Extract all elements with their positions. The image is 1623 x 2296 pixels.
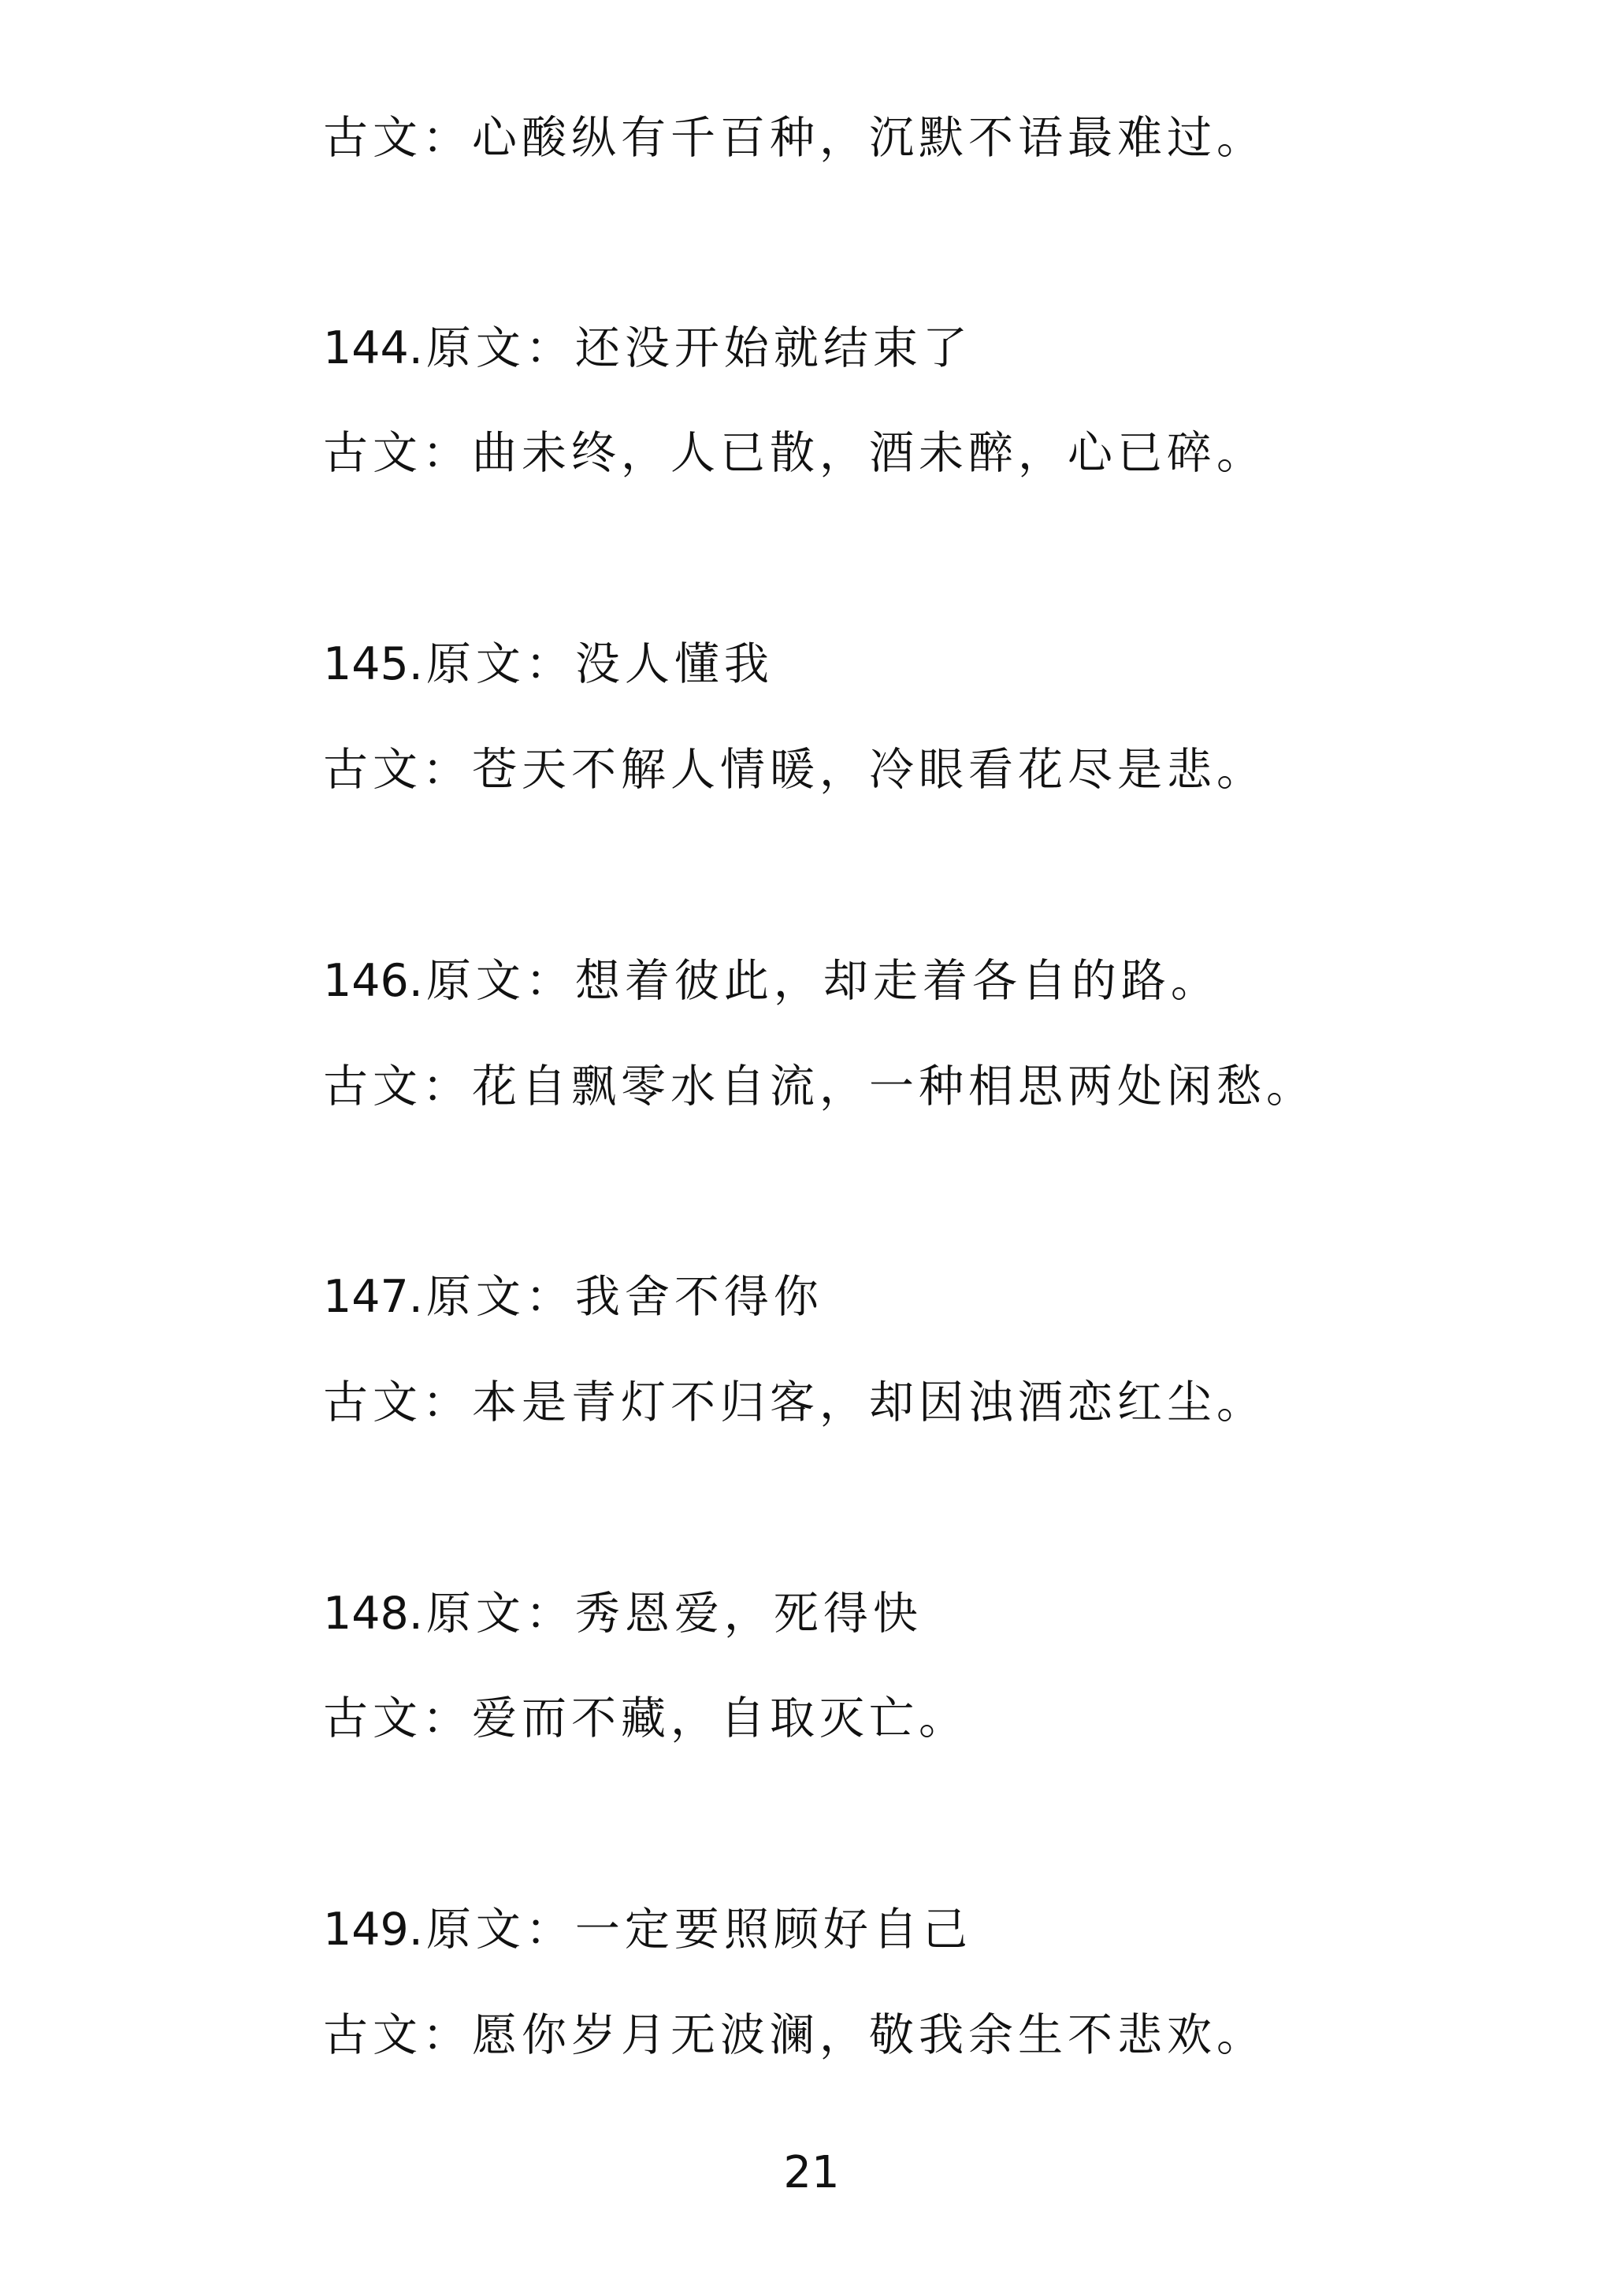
entry-145-classical: 古文：苍天不解人情暖，冷眼看花尽是悲。	[323, 744, 1266, 796]
entry-number: 148.	[323, 1588, 423, 1640]
entry-148-classical: 古文：爱而不藏，自取灭亡。	[323, 1692, 968, 1744]
entry-143-classical: 古文：心酸纵有千百种，沉默不语最难过。	[323, 112, 1266, 164]
original-text: 原文：没人懂我	[425, 638, 774, 690]
page-number: 21	[783, 2147, 840, 2198]
original-text: 原文：我舍不得你	[425, 1271, 823, 1323]
entry-number: 146.	[323, 955, 423, 1007]
original-text: 原文：一定要照顾好自己	[425, 1904, 972, 1956]
entry-145-original	[323, 633, 774, 696]
entry-146-original	[323, 949, 1220, 1012]
entry-number: 144.	[323, 322, 423, 374]
entry-144-original	[323, 317, 972, 380]
entry-149-classical: 古文：愿你岁月无波澜，敬我余生不悲欢。	[323, 2009, 1266, 2061]
entry-147-original	[323, 1265, 823, 1328]
entry-146-classical: 古文：花自飘零水自流，一种相思两处闲愁。	[323, 1061, 1316, 1113]
entry-number: 145.	[323, 638, 423, 690]
entry-147-classical: 古文：本是青灯不归客，却因浊酒恋红尘。	[323, 1376, 1266, 1428]
entry-number: 147.	[323, 1271, 423, 1323]
entry-149-original	[323, 1898, 972, 1961]
original-text: 原文：秀恩爱，死得快	[425, 1588, 923, 1640]
entry-number: 149.	[323, 1904, 423, 1956]
original-text: 原文：想着彼此，却走着各自的路。	[425, 955, 1220, 1007]
entry-148-original	[323, 1582, 923, 1645]
entry-144-classical: 古文：曲未终，人已散，酒未醉，心已碎。	[323, 427, 1266, 479]
original-text: 原文：还没开始就结束了	[425, 322, 972, 374]
